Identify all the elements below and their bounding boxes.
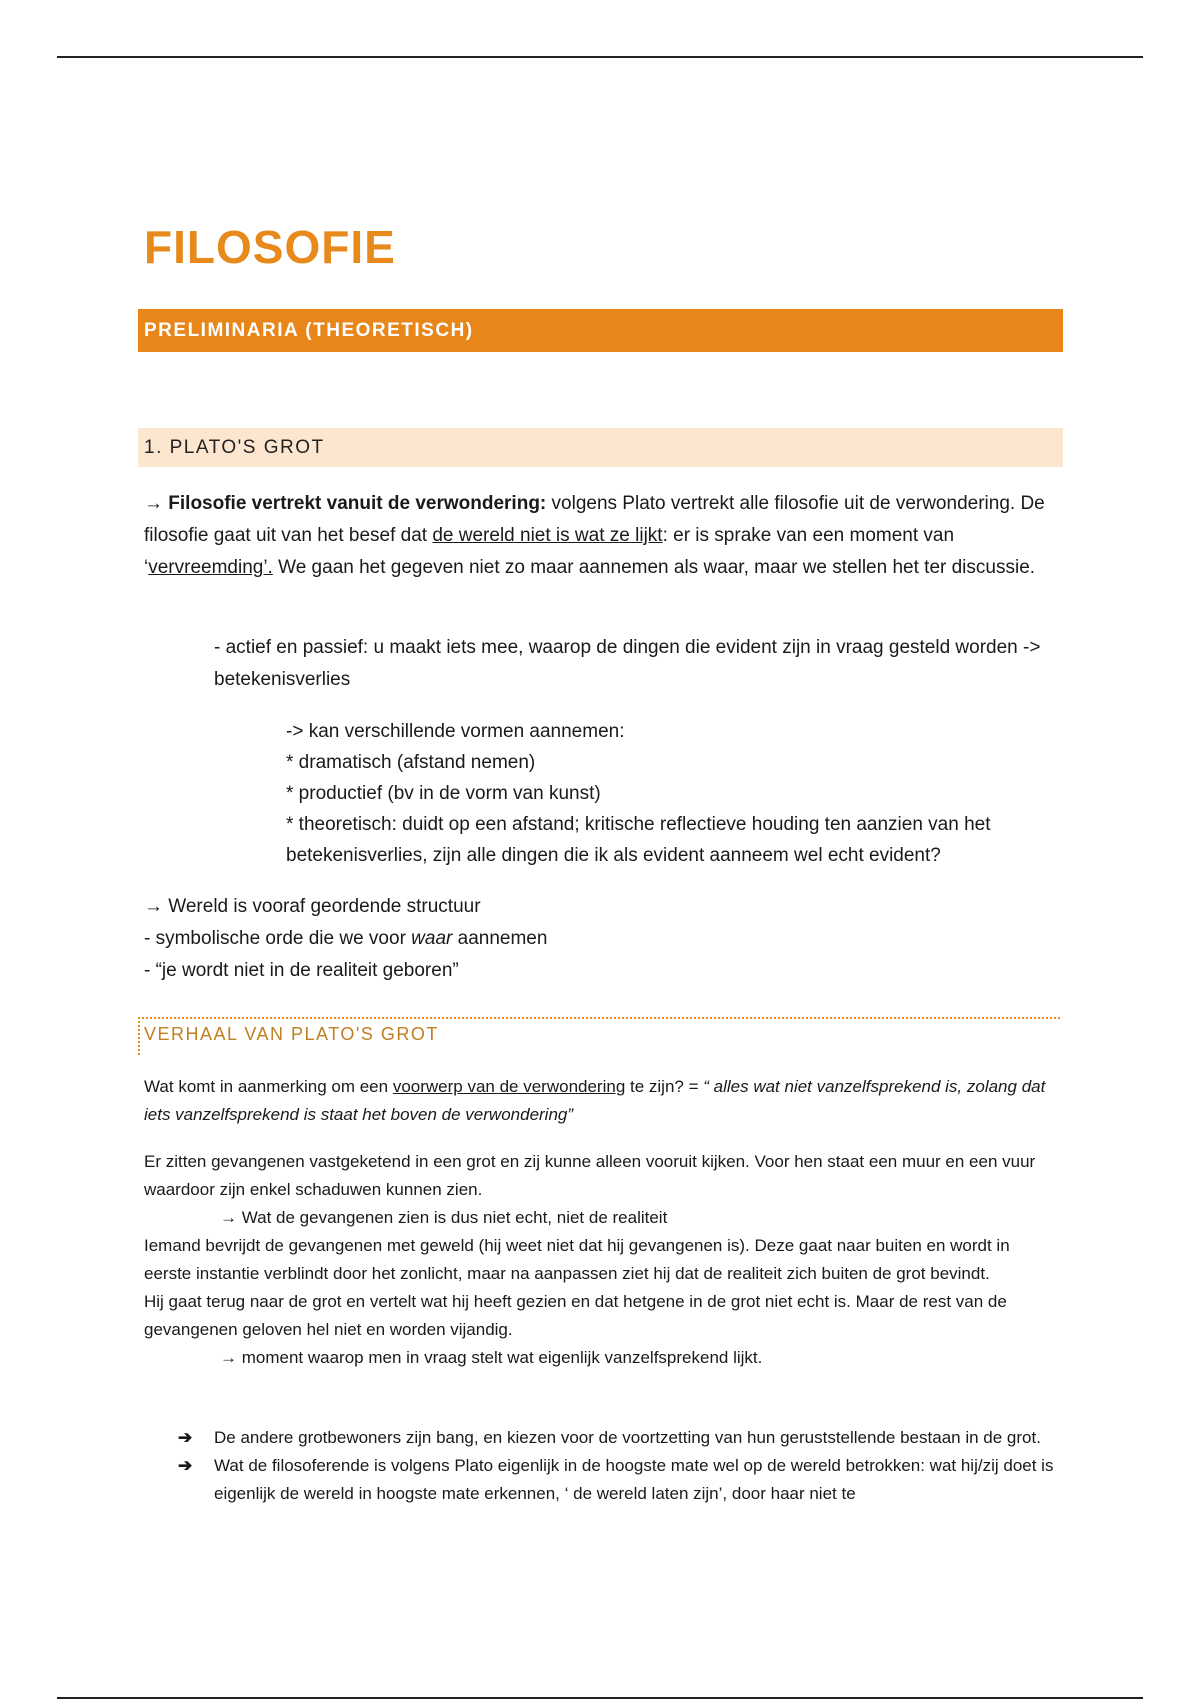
indented-note: - actief en passief: u maakt iets mee, waarop de dingen die evident zijn in vraag gesteld worden -> betekenisverlies — [214, 637, 1041, 690]
story-paragraphs — [144, 1148, 1054, 1372]
arrow-bullet-text: De andere grotbewoners zijn bang, en kiezen voor de voortzetting van hun geruststellende bestaan in de grot. — [214, 1428, 1041, 1447]
intro-underline-2: vervreemding’. — [148, 557, 273, 578]
story-paragraph: Iemand bevrijdt de gevangenen met geweld (hij weet niet dat hij gevangenen is). Deze gaat naar buiten en wordt in eerste instantie verblindt door het zonlicht, maar na aanpassen ziet hij dat de realiteit zich buiten de grot bevindt. — [144, 1236, 1010, 1283]
world-structure-block — [144, 891, 547, 987]
intro-paragraph — [144, 488, 1054, 584]
intro-bold-lead: Filosofie vertrekt vanuit de verwondering: — [168, 493, 547, 514]
question-underline: voorwerp van de verwondering — [392, 1077, 626, 1096]
story-heading: VERHAAL VAN PLATO'S GROT — [144, 1024, 439, 1044]
forms-list — [286, 716, 1066, 871]
world-line-1: → Wereld is vooraf geordende structuur — [144, 896, 481, 917]
story-paragraph: Hij gaat terug naar de grot en vertelt wat hij heeft gezien en dat hetgene in de grot niet echt is. Maar de rest van de gevangenen geloven hel niet en worden vijandig. — [144, 1292, 1007, 1339]
world-line-2-italic: waar — [411, 928, 453, 949]
forms-list-item: * dramatisch (afstand nemen) — [286, 752, 536, 773]
arrow-bullet-list — [178, 1424, 1058, 1508]
story-arrow-line: → Wat de gevangenen zien is dus niet echt, niet de realiteit — [220, 1208, 668, 1227]
story-paragraph: Er zitten gevangenen vastgeketend in een grot en zij kunne alleen vooruit kijken. Voor hen staat een muur en een vuur waardoor zijn enkel schaduwen kunnen zien. — [144, 1152, 1036, 1199]
intro-underline-1: de wereld niet is wat ze lijkt — [432, 525, 663, 546]
intro-text-1: volgens Plato vertrekt alle filosofie uit de verwondering. De filosofie gaat uit van het besef dat — [144, 493, 1045, 546]
world-line-2 — [144, 923, 547, 955]
world-line-2-text: - symbolische orde die we voor — [144, 928, 412, 949]
forms-list-item: * theoretisch: duidt op een afstand; kritische reflectieve houding ten aanzien van het betekenisverlies, zijn alle dingen die ik als evident aanneem wel echt evident? — [286, 814, 991, 866]
arrow-bullet-icon: ➔ — [178, 1456, 193, 1475]
arrow-bullet-text: Wat de filosoferende is volgens Plato eigenlijk in de hoogste mate wel op de wereld betrokken: wat hij/zij doet is eigenlijk de wereld in hoogste mate erkennen, ‘ de wereld laten zijn’, door haar niet te — [214, 1456, 1054, 1503]
bottom-rule — [57, 1697, 1143, 1699]
intro-text-3: We gaan het gegeven niet zo maar aannemen als waar, maar we stellen het ter discussie. — [272, 557, 1036, 578]
intro-text-2: : er is sprake van een moment van ‘ — [144, 525, 955, 578]
forms-list-intro: -> kan verschillende vormen aannemen: — [286, 721, 625, 742]
document-title: FILOSOFIE — [144, 221, 396, 273]
arrow-bullet — [178, 1452, 1058, 1508]
intro-arrow: → — [144, 493, 163, 514]
arrow-bullet — [178, 1424, 1058, 1452]
forms-list-item: * productief (bv in de vorm van kunst) — [286, 783, 601, 804]
question-quote: “ alles wat niet vanzelfsprekend is, zolang dat iets vanzelfsprekend is staat het boven de verwondering” — [144, 1077, 1046, 1124]
story-arrow-line: → moment waarop men in vraag stelt wat eigenlijk vanzelfsprekend lijkt. — [220, 1348, 763, 1367]
section-heading: PRELIMINARIA (THEORETISCH) — [138, 309, 1063, 352]
arrow-bullet-icon: ➔ — [178, 1428, 193, 1447]
question-paragraph — [144, 1073, 1054, 1129]
question-text-2: te zijn? = — [625, 1077, 704, 1096]
question-text-1: Wat komt in aanmerking om een — [144, 1077, 393, 1096]
world-line-3: - “je wordt niet in de realiteit geboren” — [144, 960, 459, 981]
subsection-heading: 1. PLATO'S GROT — [138, 428, 1063, 467]
top-rule — [57, 56, 1143, 58]
world-line-2-text-end: aannemen — [452, 928, 548, 949]
